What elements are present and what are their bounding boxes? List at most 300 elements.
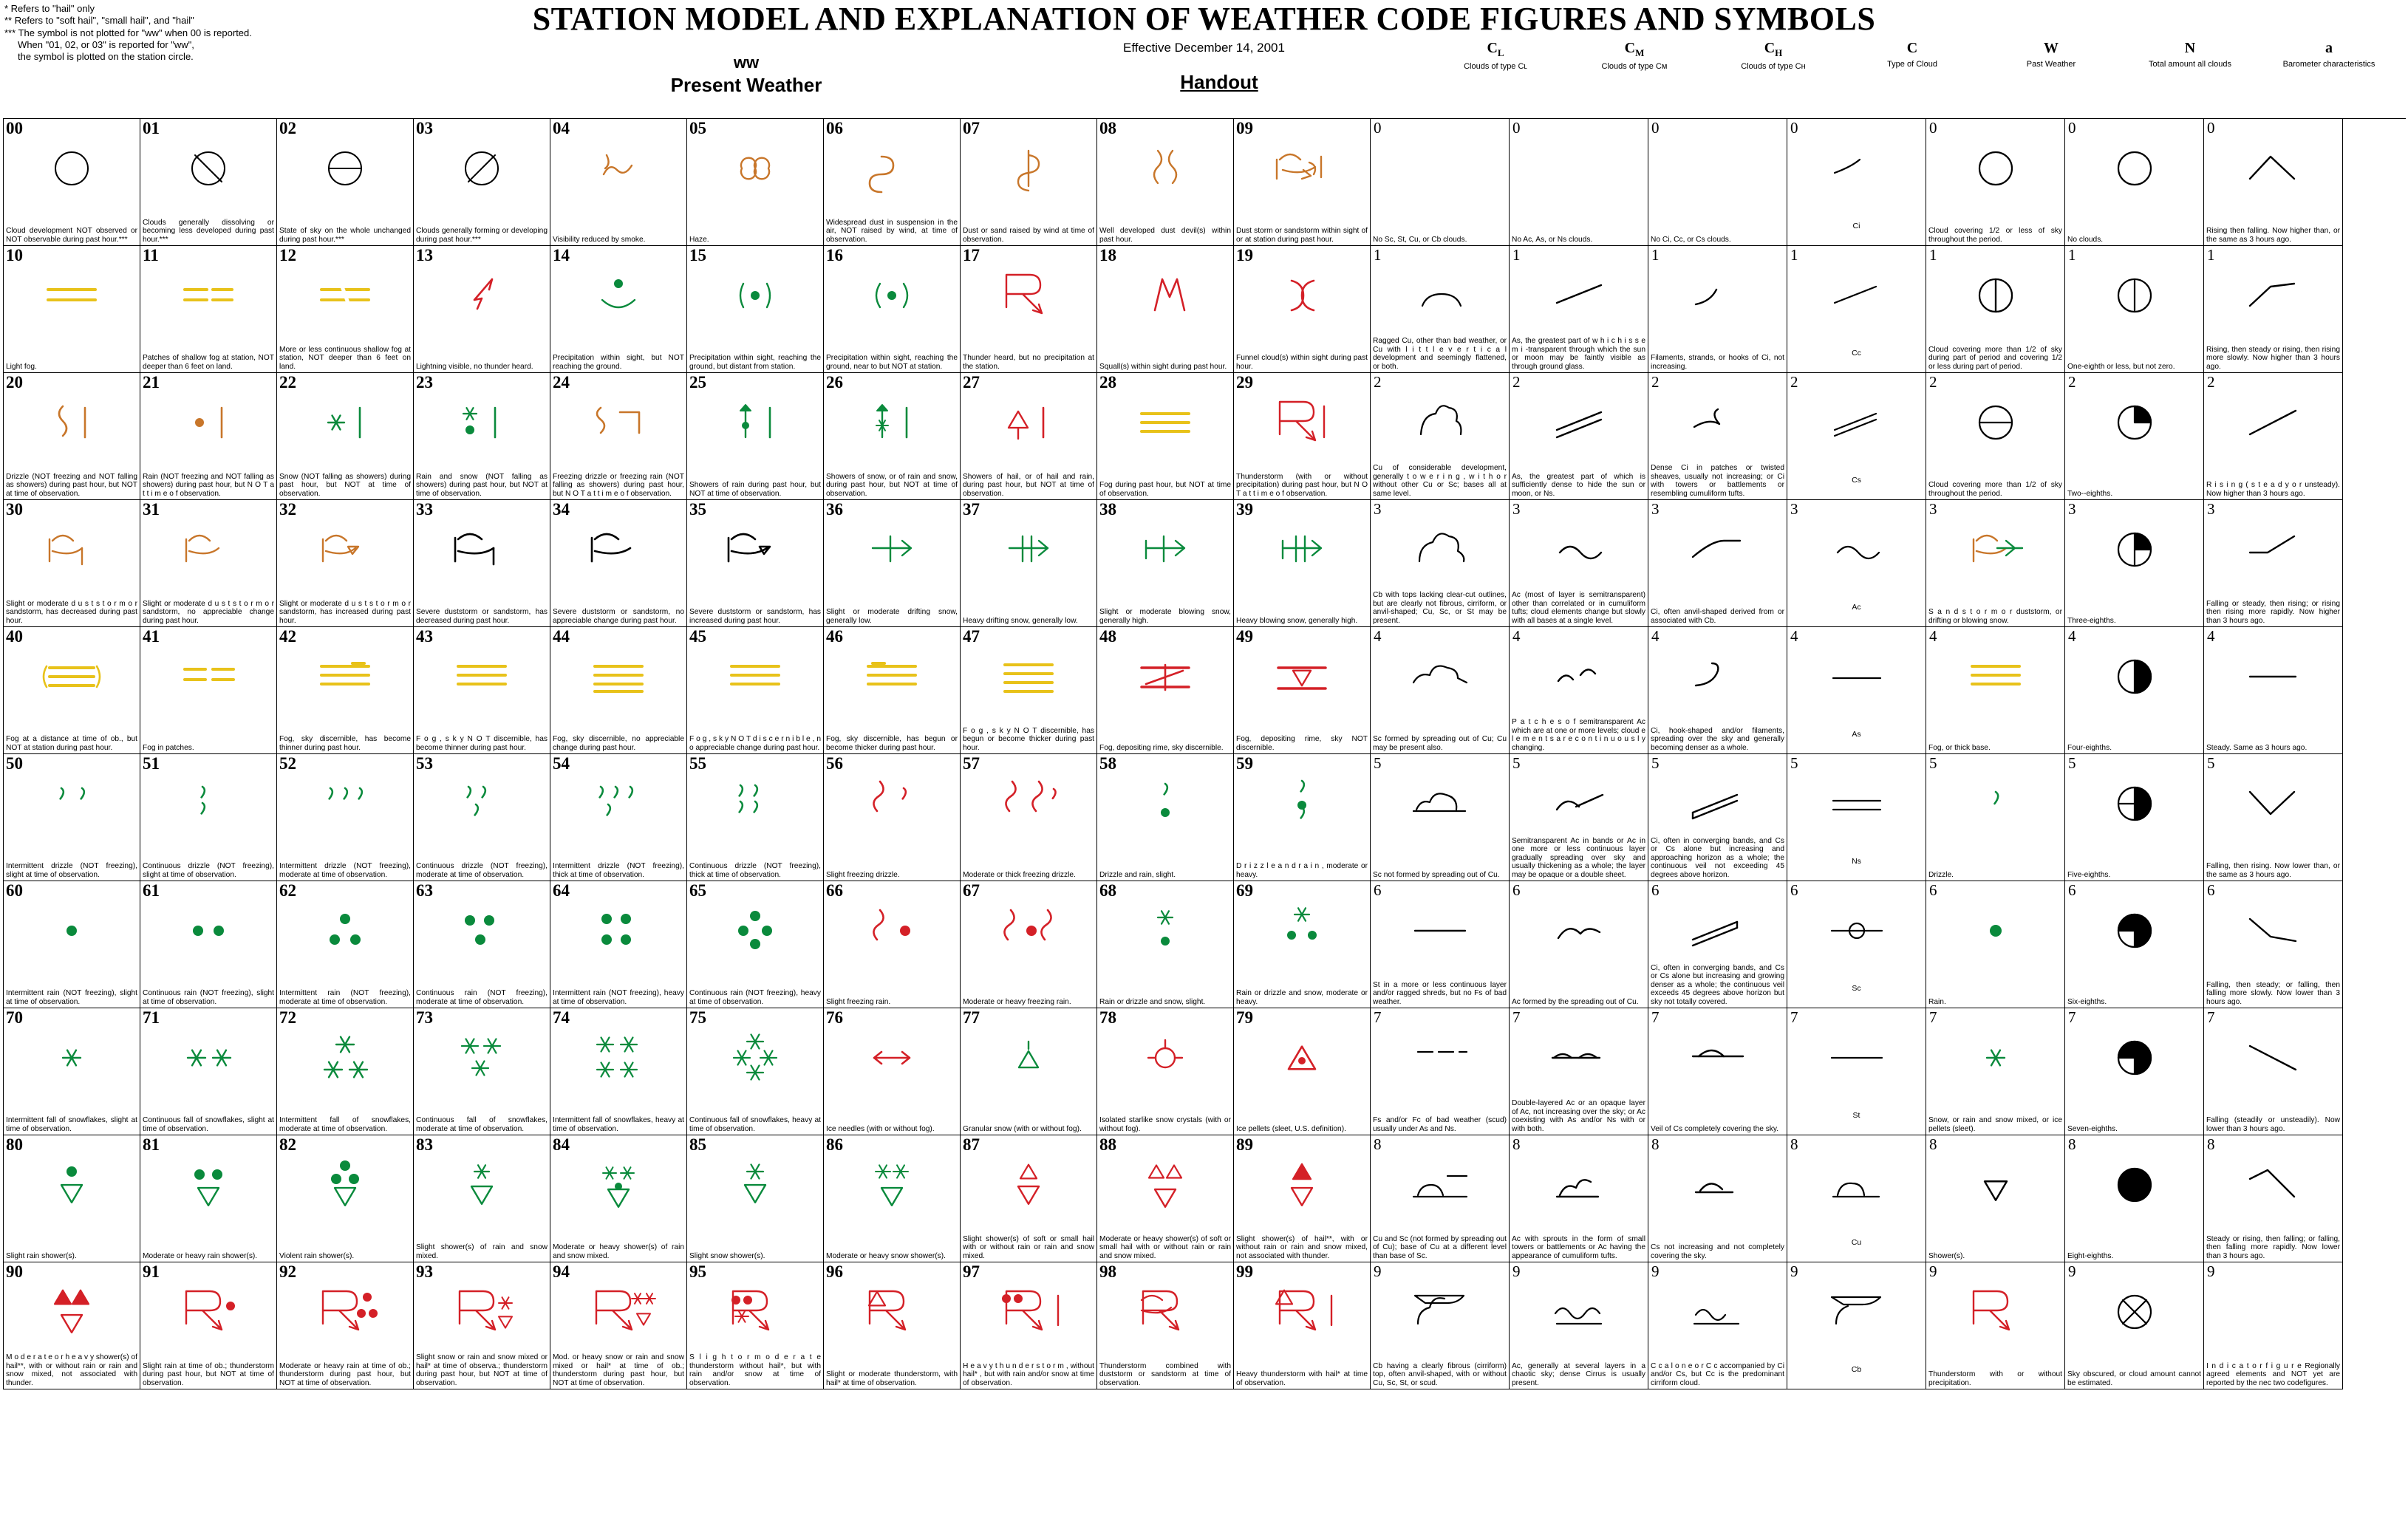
ww-symbol-14	[550, 262, 686, 326]
ww-code: 47	[963, 627, 980, 646]
ww-code: 94	[553, 1262, 570, 1281]
n-symbol-3	[2065, 516, 2203, 580]
ww-code: 76	[826, 1008, 843, 1027]
ch-description: Cs not increasing and not completely covering the sky.	[1651, 1243, 1784, 1260]
ww-cell-60	[4, 881, 140, 1008]
ww-code: 04	[553, 119, 570, 137]
cl-description: Fs and/or Fc of bad weather (scud) usually under As and Ns.	[1373, 1116, 1507, 1133]
ww-description: Visibility reduced by smoke.	[553, 235, 646, 244]
cm-symbol-7	[1510, 1025, 1648, 1088]
ww-description: Slight freezing rain.	[826, 997, 891, 1006]
cl-cell-2	[1371, 373, 1510, 500]
ch-symbol-6	[1648, 898, 1787, 961]
a-cell-9	[2204, 1262, 2343, 1389]
ww-description: State of sky on the whole unchanged during past hour.***	[279, 227, 411, 244]
ww-code: 97	[963, 1262, 980, 1281]
n-cell-4	[2065, 627, 2204, 754]
ww-symbol-51	[140, 770, 276, 834]
c-cell-6	[1787, 881, 1926, 1008]
w-symbol-8	[1926, 1152, 2064, 1215]
ww-cell-02	[277, 119, 414, 246]
a-cell-5	[2204, 754, 2343, 881]
ww-code: 69	[1236, 881, 1253, 900]
present-weather-label: Present Weather	[670, 74, 822, 96]
ww-cell-29	[1234, 373, 1371, 500]
ww-code: 59	[1236, 754, 1253, 773]
w-cell-2	[1926, 373, 2065, 500]
c-code: 7	[1790, 1008, 1798, 1026]
ww-description: Clouds generally forming or developing during past hour.***	[416, 227, 548, 244]
ww-description: Funnel cloud(s) within sight during past hour.	[1236, 354, 1368, 371]
effective-date: Effective December 14, 2001	[1123, 41, 1285, 55]
cm-code: 4	[1512, 627, 1521, 645]
ch-code: 0	[1651, 119, 1660, 137]
ch-code: 3	[1651, 500, 1660, 518]
c-symbol-0	[1787, 135, 1926, 199]
ww-cell-12	[277, 246, 414, 373]
ch-code: 5	[1651, 754, 1660, 772]
ww-description: Slight or moderate d u s t s t o r m o r sandstorm, has decreased during past hour.	[6, 599, 137, 625]
ww-cell-19	[1234, 246, 1371, 373]
ww-description: Moderate or heavy shower(s) of rain and snow mixed.	[553, 1243, 684, 1260]
w-code: 2	[1929, 373, 1937, 391]
cl-symbol-9	[1371, 1279, 1509, 1342]
ww-code: 32	[279, 500, 296, 519]
ww-symbol-33	[414, 516, 550, 580]
ww-description: Squall(s) within sight during past hour.	[1099, 362, 1227, 371]
ww-code: 45	[689, 627, 706, 646]
ww-cell-28	[1097, 373, 1234, 500]
ch-symbol-1	[1648, 262, 1787, 326]
ww-description: Precipitation within sight, reaching the ground, near to but NOT at station.	[826, 354, 958, 371]
ww-cell-31	[140, 500, 277, 627]
cm-description: Ac with sprouts in the form of small towers or battlements or Ac having the appearance of cumuliform tufts.	[1512, 1234, 1645, 1260]
ww-code: 48	[1099, 627, 1116, 646]
ww-code: 35	[689, 500, 706, 519]
cm-symbol-4	[1510, 643, 1648, 707]
cm-symbol-1	[1510, 262, 1648, 326]
col-header-c: C Type of Cloud	[1887, 40, 1937, 69]
ch-symbol-7	[1648, 1025, 1787, 1088]
ww-description: Severe duststorm or sandstorm, has decreased during past hour.	[416, 608, 548, 625]
ww-cell-66	[824, 881, 961, 1008]
ww-code: 30	[6, 500, 23, 519]
ww-cell-63	[414, 881, 550, 1008]
ww-description: Rain or drizzle and snow, slight.	[1099, 997, 1206, 1006]
a-code: 9	[2207, 1262, 2215, 1280]
n-cell-0	[2065, 119, 2204, 246]
n-description: One-eighth or less, but not zero.	[2067, 362, 2175, 371]
ww-cell-95	[687, 1262, 824, 1389]
cl-description: St in a more or less continuous layer and/or ragged shreds, but no Fs of bad weather.	[1373, 980, 1507, 1006]
ww-description: Thunderstorm combined with duststorm or sandstorm at time of observation.	[1099, 1361, 1231, 1387]
cloud-abbr: Sc	[1852, 984, 1861, 993]
ww-code: 77	[963, 1008, 980, 1027]
ww-code: 88	[1099, 1135, 1116, 1154]
n-description: Seven-eighths.	[2067, 1124, 2118, 1133]
ww-symbol-85	[687, 1152, 823, 1215]
c-symbol-1	[1787, 262, 1926, 326]
c-symbol-2	[1787, 389, 1926, 453]
a-code: 6	[2207, 881, 2215, 899]
ww-cell-73	[414, 1008, 550, 1135]
code-row	[4, 500, 2406, 627]
cm-cell-6	[1510, 881, 1648, 1008]
cl-cell-6	[1371, 881, 1510, 1008]
c-symbol-8	[1787, 1152, 1926, 1215]
ww-code: 90	[6, 1262, 23, 1281]
ww-code: 60	[6, 881, 23, 900]
ww-description: Intermittent drizzle (NOT freezing), slight at time of observation.	[6, 862, 137, 879]
n-symbol-9	[2065, 1279, 2203, 1342]
cm-cell-7	[1510, 1008, 1648, 1135]
w-cell-6	[1926, 881, 2065, 1008]
a-cell-4	[2204, 627, 2343, 754]
w-code: 7	[1929, 1008, 1937, 1026]
ww-description: Slight or moderate thunderstorm, with hail* at time of observation.	[826, 1370, 958, 1387]
ww-code: 31	[143, 500, 160, 519]
code-row	[4, 881, 2406, 1008]
ww-symbol-78	[1097, 1025, 1233, 1088]
ww-cell-58	[1097, 754, 1234, 881]
ww-symbol-54	[550, 770, 686, 834]
ww-symbol-19	[1234, 262, 1370, 326]
a-symbol-7	[2204, 1025, 2342, 1088]
ww-code: 23	[416, 373, 433, 392]
ww-cell-88	[1097, 1135, 1234, 1262]
ww-code: 22	[279, 373, 296, 392]
cl-description: Cu and Sc (not formed by spreading out of Cu); base of Cu at a different level than base of Sc.	[1373, 1234, 1507, 1260]
cl-code: 6	[1374, 881, 1382, 899]
ww-description: Freezing drizzle or freezing rain (NOT falling as showers) during past hour, but N O T a t t i m e o f observation.	[553, 472, 684, 498]
ww-description: Rain or drizzle and snow, moderate or heavy.	[1236, 989, 1368, 1006]
n-code: 0	[2068, 119, 2076, 137]
ww-code: 86	[826, 1135, 843, 1154]
ww-cell-96	[824, 1262, 961, 1389]
a-description: Steady or rising, then falling; or falling, then falling more rapidly. Now lower than 3 hours ago.	[2206, 1234, 2340, 1260]
ww-description: Dust storm or sandstorm within sight of or at station during past hour.	[1236, 227, 1368, 244]
ww-cell-59	[1234, 754, 1371, 881]
cloud-abbr: Cs	[1852, 476, 1861, 485]
ww-symbol-21	[140, 389, 276, 453]
ww-description: Fog, sky discernible, has begun or become thicker during past hour.	[826, 735, 958, 752]
cm-cell-3	[1510, 500, 1648, 627]
ww-code: 09	[1236, 119, 1253, 137]
ww-symbol-01	[140, 135, 276, 199]
ww-code: 56	[826, 754, 843, 773]
ww-description: Intermittent drizzle (NOT freezing), moderate at time of observation.	[279, 862, 411, 879]
ww-description: Granular snow (with or without fog).	[963, 1124, 1082, 1133]
footnote-5: the symbol is plotted on the station circle.	[4, 51, 194, 62]
cl-symbol-1	[1371, 262, 1509, 326]
ww-cell-75	[687, 1008, 824, 1135]
ww-symbol-07	[961, 135, 1096, 199]
ww-cell-51	[140, 754, 277, 881]
ww-symbol-79	[1234, 1025, 1370, 1088]
ww-description: Light fog.	[6, 362, 37, 371]
cm-description: No Ac, As, or Ns clouds.	[1512, 235, 1593, 244]
ww-description: Continuous fall of snowflakes, heavy at time of observation.	[689, 1116, 821, 1133]
cm-code: 6	[1512, 881, 1521, 899]
cl-cell-7	[1371, 1008, 1510, 1135]
col-header-a: a Barometer characteristics	[2282, 40, 2375, 69]
cm-symbol-6	[1510, 898, 1648, 961]
code-row	[4, 627, 2406, 754]
cl-description: Cu of considerable development, generally t o w e r i n g , w i t h o r without other Cu or Sc; bases all at same level.	[1373, 464, 1507, 498]
n-description: Eight-eighths.	[2067, 1251, 2114, 1260]
c-symbol-4	[1787, 643, 1926, 707]
n-symbol-6	[2065, 898, 2203, 961]
ww-description: Continuous drizzle (NOT freezing), slight at time of observation.	[143, 862, 274, 879]
w-description: Drizzle.	[1928, 870, 1954, 879]
ww-symbol-57	[961, 770, 1096, 834]
ww-symbol-13	[414, 262, 550, 326]
ww-description: Continuous drizzle (NOT freezing), moderate at time of observation.	[416, 862, 548, 879]
cl-description: Cb having a clearly fibrous (cirriform) top, often anvil-shaped, with or without Cu, Sc, St, or scud.	[1373, 1361, 1507, 1387]
ww-code: 01	[143, 119, 160, 137]
cm-symbol-3	[1510, 516, 1648, 580]
n-cell-3	[2065, 500, 2204, 627]
ww-description: Precipitation within sight, but NOT reaching the ground.	[553, 354, 684, 371]
ww-symbol-72	[277, 1025, 413, 1088]
ww-description: Widespread dust in suspension in the air, NOT raised by wind, at time of observation.	[826, 218, 958, 244]
ww-cell-09	[1234, 119, 1371, 246]
ww-description: Drizzle and rain, slight.	[1099, 870, 1176, 879]
cl-description: No Sc, St, Cu, or Cb clouds.	[1373, 235, 1467, 244]
ww-symbol-22	[277, 389, 413, 453]
a-code: 7	[2207, 1008, 2215, 1026]
ww-cell-41	[140, 627, 277, 754]
a-cell-2	[2204, 373, 2343, 500]
ww-cell-90	[4, 1262, 140, 1389]
ww-code: 16	[826, 246, 843, 264]
ww-description: Slight freezing drizzle.	[826, 870, 900, 879]
c-cell-7	[1787, 1008, 1926, 1135]
ww-cell-24	[550, 373, 687, 500]
ww-symbol-16	[824, 262, 960, 326]
ch-cell-4	[1648, 627, 1787, 754]
ch-cell-7	[1648, 1008, 1787, 1135]
ww-description: Violent rain shower(s).	[279, 1251, 355, 1260]
ww-description: Moderate or heavy rain at time of ob.; thunderstorm during past hour, but NOT at time of observation.	[279, 1361, 411, 1387]
ww-description: D r i z z l e a n d r a i n , moderate or heavy.	[1236, 862, 1368, 879]
ch-cell-3	[1648, 500, 1787, 627]
ww-description: Showers of hail, or of hail and rain, during past hour, but NOT at time of observation.	[963, 472, 1094, 498]
code-row	[4, 373, 2406, 500]
w-code: 1	[1929, 246, 1937, 264]
n-code: 8	[2068, 1135, 2076, 1153]
code-row	[4, 1135, 2406, 1262]
cm-symbol-9	[1510, 1279, 1648, 1342]
c-symbol-6	[1787, 898, 1926, 961]
ww-cell-57	[961, 754, 1097, 881]
ww-code: 19	[1236, 246, 1253, 264]
a-code: 0	[2207, 119, 2215, 137]
ww-code: 89	[1236, 1135, 1253, 1154]
cloud-abbr: Ns	[1852, 857, 1861, 866]
ww-cell-99	[1234, 1262, 1371, 1389]
cl-symbol-6	[1371, 898, 1509, 961]
cm-code: 7	[1512, 1008, 1521, 1026]
cl-cell-9	[1371, 1262, 1510, 1389]
ww-code: 28	[1099, 373, 1116, 392]
cl-cell-3	[1371, 500, 1510, 627]
ww-symbol-06	[824, 135, 960, 199]
code-grid	[3, 118, 2406, 1389]
ww-cell-82	[277, 1135, 414, 1262]
footnotes	[4, 3, 252, 63]
a-code: 3	[2207, 500, 2215, 518]
page-title: STATION MODEL AND EXPLANATION OF WEATHER CODE FIGURES AND SYMBOLS	[532, 1, 1876, 37]
ww-symbol-03	[414, 135, 550, 199]
ww-cell-64	[550, 881, 687, 1008]
ww-code: 49	[1236, 627, 1253, 646]
ww-code: 17	[963, 246, 980, 264]
ww-description: Moderate or heavy freezing rain.	[963, 997, 1071, 1006]
cm-description: As, the greatest part of which is sufficiently dense to hide the sun or moon, or Ns.	[1512, 472, 1645, 498]
n-description: Two--eighths.	[2067, 489, 2113, 498]
ww-cell-80	[4, 1135, 140, 1262]
w-code: 3	[1929, 500, 1937, 518]
ww-description: Moderate or heavy shower(s) of soft or small hail with or without rain or rain and snow mixed.	[1099, 1234, 1231, 1260]
ww-description: Showers of snow, or of rain and snow, during past hour, but NOT at time of observation.	[826, 472, 958, 498]
a-description: Falling, then steady; or falling, then falling more slowly. Now lower than 3 hours ago.	[2206, 980, 2340, 1006]
ww-description: Intermittent rain (NOT freezing), slight at time of observation.	[6, 989, 137, 1006]
ww-cell-47	[961, 627, 1097, 754]
a-description: R i s i n g ( s t e a d y o r unsteady). Now higher than 3 hours ago.	[2206, 481, 2340, 498]
col-header-w: W Past Weather	[2026, 40, 2076, 69]
ww-cell-55	[687, 754, 824, 881]
ww-symbol-04	[550, 135, 686, 199]
ww-description: Heavy thunderstorm with hail* at time of observation.	[1236, 1370, 1368, 1387]
c-code: 4	[1790, 627, 1798, 645]
w-symbol-5	[1926, 770, 2064, 834]
n-symbol-8	[2065, 1152, 2203, 1215]
ww-description: Heavy drifting snow, generally low.	[963, 616, 1078, 625]
ww-cell-65	[687, 881, 824, 1008]
ww-symbol-18	[1097, 262, 1233, 326]
w-symbol-6	[1926, 898, 2064, 961]
n-code: 5	[2068, 754, 2076, 772]
column-headers	[1426, 40, 2401, 121]
ww-label: ww	[733, 53, 760, 72]
cl-symbol-4	[1371, 643, 1509, 707]
n-cell-6	[2065, 881, 2204, 1008]
ww-cell-48	[1097, 627, 1234, 754]
ww-code: 72	[279, 1008, 296, 1027]
cm-cell-1	[1510, 246, 1648, 373]
ch-cell-9	[1648, 1262, 1787, 1389]
ww-symbol-58	[1097, 770, 1233, 834]
ww-code: 38	[1099, 500, 1116, 519]
ww-code: 18	[1099, 246, 1116, 264]
ww-symbol-00	[4, 135, 140, 199]
ww-description: Continuous drizzle (NOT freezing), thick at time of observation.	[689, 862, 821, 879]
ww-code: 65	[689, 881, 706, 900]
cl-symbol-8	[1371, 1152, 1509, 1215]
ww-symbol-27	[961, 389, 1096, 453]
ww-code: 98	[1099, 1262, 1116, 1281]
c-code: 6	[1790, 881, 1798, 899]
ww-cell-50	[4, 754, 140, 881]
cl-cell-4	[1371, 627, 1510, 754]
ww-symbol-89	[1234, 1152, 1370, 1215]
ww-code: 83	[416, 1135, 433, 1154]
cm-description: Ac, generally at several layers in a chaotic sky; dense Cirrus is usually present.	[1512, 1361, 1645, 1387]
ww-cell-46	[824, 627, 961, 754]
ww-symbol-11	[140, 262, 276, 326]
ww-symbol-35	[687, 516, 823, 580]
ww-symbol-34	[550, 516, 686, 580]
ww-symbol-88	[1097, 1152, 1233, 1215]
ch-symbol-8	[1648, 1152, 1787, 1215]
a-symbol-0	[2204, 135, 2342, 199]
w-symbol-0	[1926, 135, 2064, 199]
ww-symbol-38	[1097, 516, 1233, 580]
ww-symbol-36	[824, 516, 960, 580]
footnote-2: ** Refers to "soft hail", "small hail", and "hail"	[4, 15, 194, 27]
ch-description: Ci, often in converging bands, and Cs or Cs alone but increasing and growing denser as a whole; the continuous veil exceeds 45 degrees above horizon but sky not totally covered.	[1651, 963, 1784, 1006]
c-code: 8	[1790, 1135, 1798, 1153]
n-cell-7	[2065, 1008, 2204, 1135]
ww-cell-20	[4, 373, 140, 500]
ww-description: Moderate or heavy rain shower(s).	[143, 1251, 258, 1260]
w-symbol-4	[1926, 643, 2064, 707]
ww-description: Fog, depositing rime, sky discernible.	[1099, 743, 1224, 752]
ww-cell-16	[824, 246, 961, 373]
ww-description: Patches of shallow fog at station, NOT deeper than 6 feet on land.	[143, 354, 274, 371]
n-description: Sky obscured, or cloud amount cannot be estimated.	[2067, 1370, 2201, 1387]
ww-code: 61	[143, 881, 160, 900]
ww-cell-97	[961, 1262, 1097, 1389]
ww-cell-67	[961, 881, 1097, 1008]
c-symbol-7	[1787, 1025, 1926, 1088]
ww-description: Fog during past hour, but NOT at time of observation.	[1099, 481, 1231, 498]
ch-description: Ci, hook-shaped and/or filaments, spreading over the sky and generally becoming denser as a whole.	[1651, 726, 1784, 752]
ww-symbol-73	[414, 1025, 550, 1088]
n-code: 9	[2068, 1262, 2076, 1280]
ch-cell-1	[1648, 246, 1787, 373]
ww-cell-42	[277, 627, 414, 754]
ww-cell-18	[1097, 246, 1234, 373]
ww-code: 51	[143, 754, 160, 773]
ww-symbol-64	[550, 898, 686, 961]
a-code: 2	[2207, 373, 2215, 391]
a-symbol-5	[2204, 770, 2342, 834]
ww-symbol-52	[277, 770, 413, 834]
ww-symbol-20	[4, 389, 140, 453]
ww-symbol-28	[1097, 389, 1233, 453]
cm-code: 1	[1512, 246, 1521, 264]
ww-cell-11	[140, 246, 277, 373]
ch-description: Dense Ci in patches or twisted sheaves, usually not increasing; or Ci with towers or battlements or resembling cumuliform tufts.	[1651, 464, 1784, 498]
w-cell-9	[1926, 1262, 2065, 1389]
ww-code: 46	[826, 627, 843, 646]
ww-cell-54	[550, 754, 687, 881]
a-symbol-8	[2204, 1152, 2342, 1215]
ww-cell-30	[4, 500, 140, 627]
ww-code: 39	[1236, 500, 1253, 519]
ch-symbol-0	[1648, 135, 1787, 199]
n-symbol-1	[2065, 262, 2203, 326]
ww-description: Thunderstorm (with or without precipitation) during past hour, but N O T a t t i m e o f observation.	[1236, 472, 1368, 498]
ww-symbol-55	[687, 770, 823, 834]
n-symbol-2	[2065, 389, 2203, 453]
cl-code: 1	[1374, 246, 1382, 264]
code-row	[4, 1262, 2406, 1389]
ww-description: Slight snow or rain and snow mixed or hail* at time of observa.; thunderstorm during past hour, but NOT at time of observation.	[416, 1353, 548, 1387]
ww-code: 50	[6, 754, 23, 773]
